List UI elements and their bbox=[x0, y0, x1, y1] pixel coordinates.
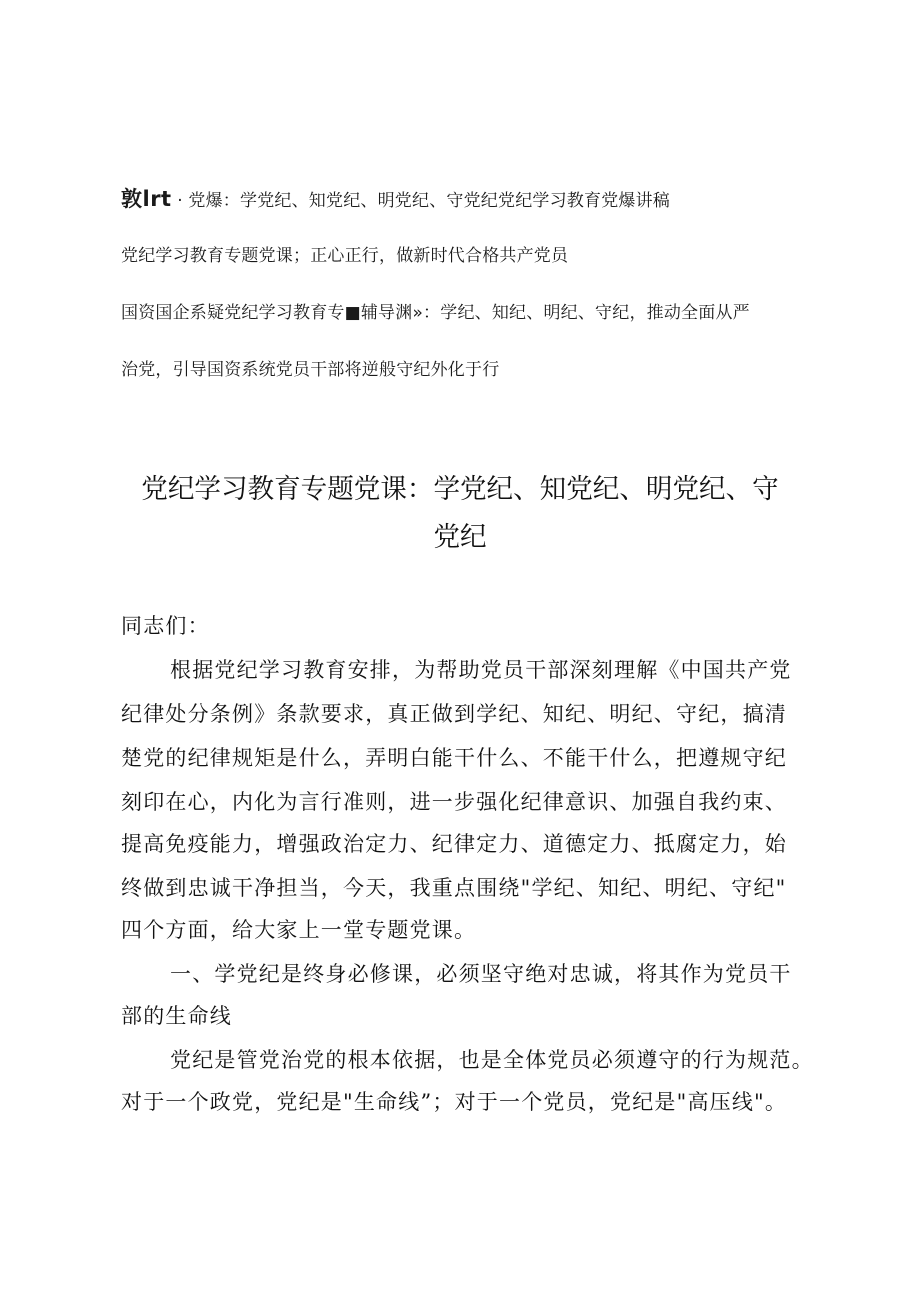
paragraph-1-line-4: 刻印在心，内化为言行准则，进一步强化纪律意识、加强自我约束、 bbox=[121, 790, 787, 814]
page-title-line-1: 党纪学习教育专题党课：学党纪、知党纪、明党纪、守 bbox=[141, 474, 779, 505]
toc-line-4: 治党，引导国资系统党员干部将逆般守纪外化于行 bbox=[121, 360, 500, 380]
section-heading-1-line-2: 部的生命线 bbox=[121, 1004, 232, 1028]
salutation: 同志们： bbox=[121, 614, 210, 638]
paragraph-1-line-6: 终做到忠诚干净担当，今天，我重点围绕"学纪、知纪、明纪、守纪" bbox=[121, 876, 787, 900]
toc-line-1-lead: 敦lrt bbox=[121, 187, 172, 211]
toc-line-1 bbox=[121, 183, 670, 213]
toc-line-3: 国资国企系疑党纪学习教育专■辅导渊»：学纪、知纪、明纪、守纪，推动全面从严 bbox=[121, 303, 750, 323]
toc-line-2: 党纪学习教育专题党课；正心正行，做新时代合格共产党员 bbox=[121, 246, 569, 266]
paragraph-2-line-2: 对于一个政党，党纪是"生命线”；对于一个党员，党纪是"高压线"。 bbox=[121, 1090, 788, 1114]
paragraph-1-line-1: 根据党纪学习教育安排，为帮助党员干部深刻理解《中国共产党 bbox=[170, 658, 792, 682]
paragraph-1-line-7: 四个方面，给大家上一堂专题党课。 bbox=[121, 918, 477, 942]
section-heading-1-line-1: 一、学党纪是终身必修课，必须坚守绝对忠诚，将其作为党员干 bbox=[170, 962, 792, 986]
paragraph-2-line-1: 党纪是管党治党的根本依据，也是全体党员必须遵守的行为规范。 bbox=[170, 1048, 814, 1072]
page-title-line-2: 党纪 bbox=[433, 522, 487, 553]
toc-line-1-text: · 党爆：学党纪、知党纪、明党纪、守党纪党纪学习教育党爆讲稿 bbox=[171, 191, 671, 211]
paragraph-1-line-3: 楚党的纪律规矩是什么，弄明白能干什么、不能干什么，把遵规守纪 bbox=[121, 746, 787, 770]
paragraph-1-line-5: 提高免疫能力，增强政治定力、纪律定力、道德定力、抵腐定力，始 bbox=[121, 832, 787, 856]
paragraph-1-line-2: 纪律处分条例》条款要求，真正做到学纪、知纪、明纪、守纪，搞清 bbox=[121, 702, 787, 726]
